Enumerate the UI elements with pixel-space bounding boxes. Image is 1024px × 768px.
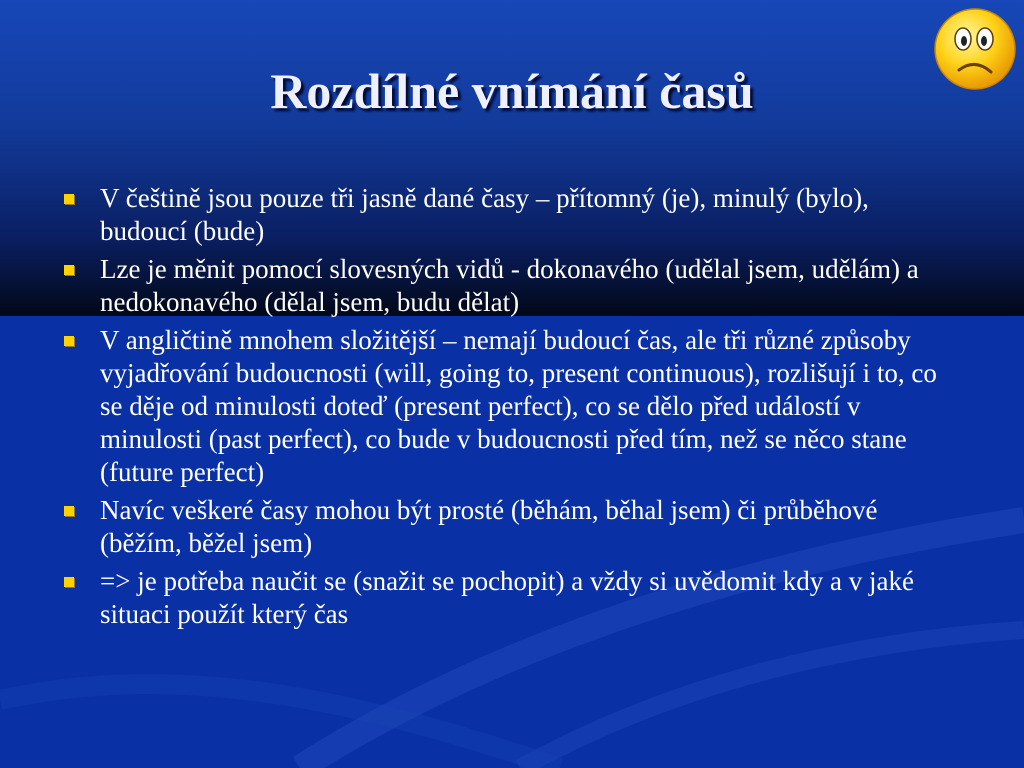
bullet-text: Lze je měnit pomocí slovesných vidů - dokonavého (udělal jsem, udělám) a nedokonavého (dělal jsem, budu dělat)	[100, 254, 919, 317]
bullet-text: Navíc veškeré časy mohou být prosté (běhám, běhal jsem) či průběhové (běžím, běžel jsem)	[100, 495, 878, 558]
list-item	[62, 494, 962, 560]
bullet-marker	[64, 194, 74, 204]
list-item	[62, 253, 962, 319]
list-item	[62, 324, 962, 489]
list-item	[62, 182, 962, 248]
bullet-text: => je potřeba naučit se (snažit se pochopit) a vždy si uvědomit kdy a v jaké situaci použít který čas	[100, 566, 914, 629]
bullet-marker	[64, 577, 74, 587]
worried-smiley-icon	[932, 6, 1018, 92]
list-item	[62, 565, 962, 631]
bullet-text: V češtině jsou pouze tři jasně dané časy – přítomný (je), minulý (bylo), budoucí (bude)	[100, 183, 869, 246]
bullet-list	[62, 182, 962, 636]
slide-title: Rozdílné vnímání časů	[270, 63, 754, 119]
bullet-text: V angličtině mnohem složitější – nemají budoucí čas, ale tři různé způsoby vyjadřování budoucnosti (will, going to, present continuous), rozlišují i to, co se děje od minulosti doteď (present perfect), co se dělo před událostí v minulosti (past perfect), co bude v budoucnosti před tím, než se něco stane (future perfect)	[100, 325, 937, 487]
bullet-marker	[64, 506, 74, 516]
bullet-marker	[64, 265, 74, 275]
bullet-marker	[64, 336, 74, 346]
